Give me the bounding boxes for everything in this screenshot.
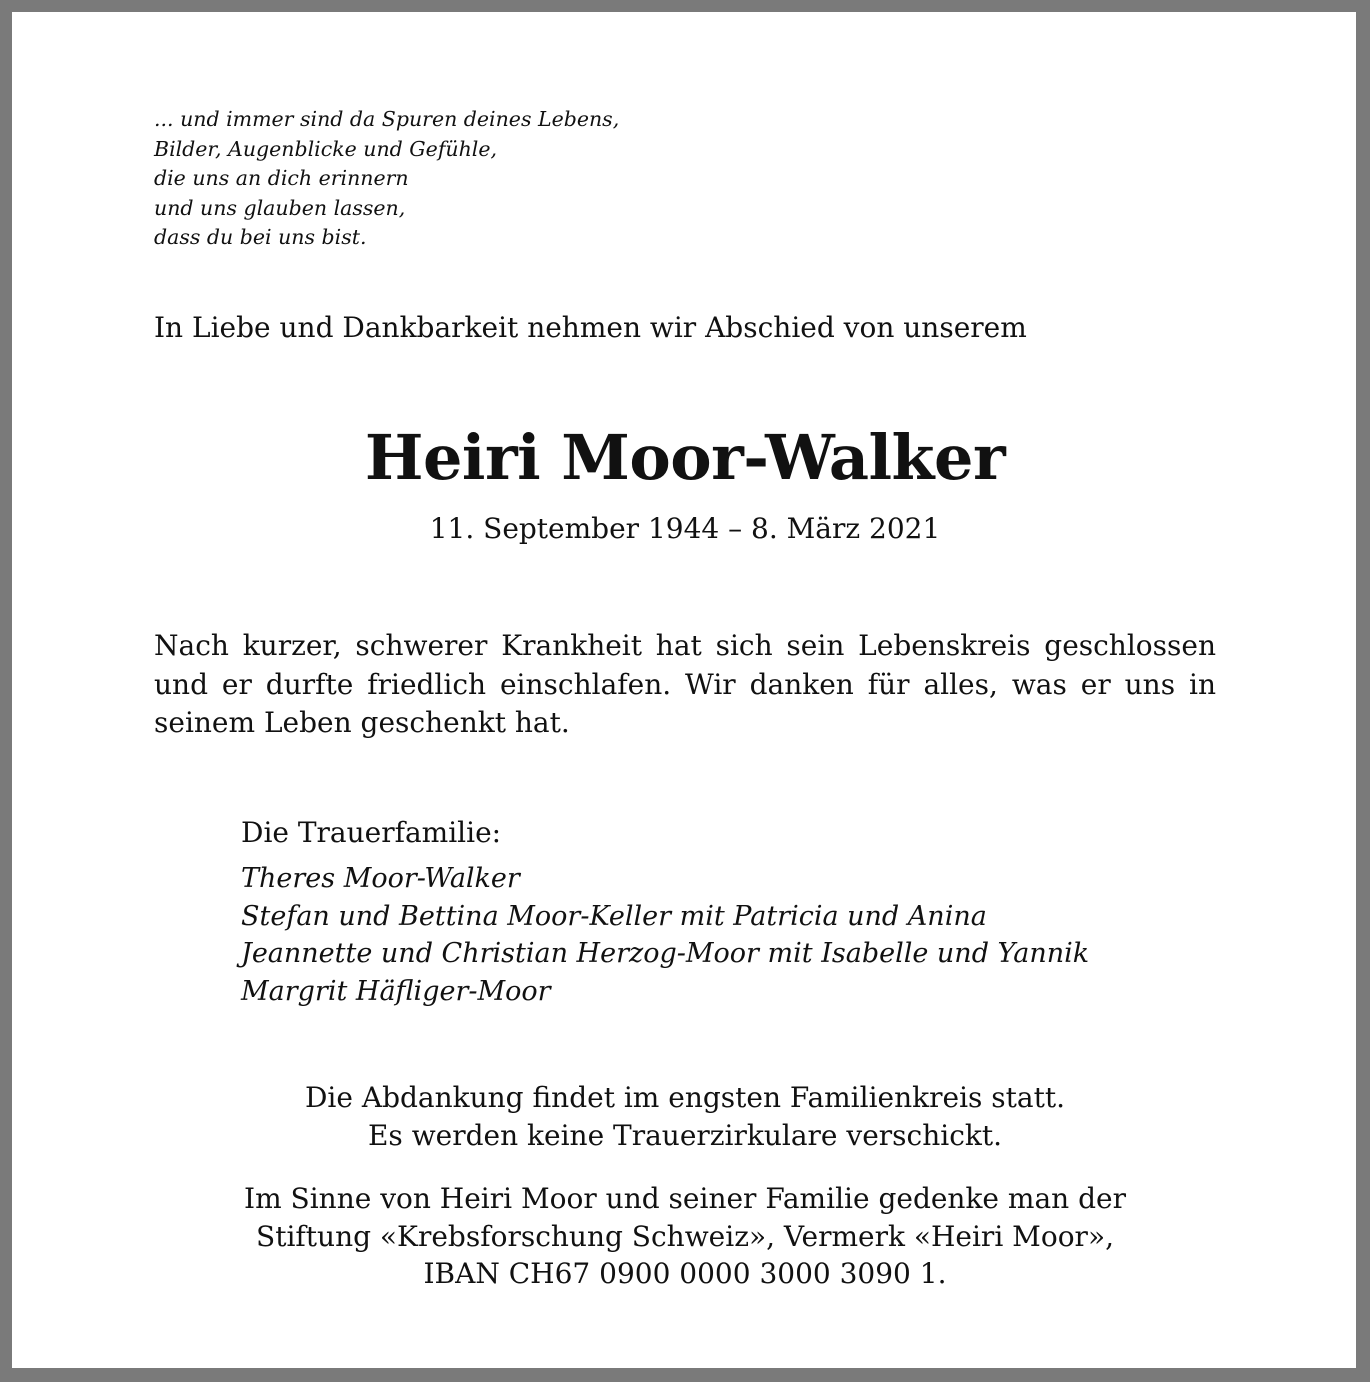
- donation-line: Stiftung «Krebsforschung Schweiz», Vermerk «Heiri Moor»,: [256, 1219, 1114, 1253]
- family-member: Stefan und Bettina Moor-Keller mit Patricia und Anina: [241, 900, 987, 932]
- poem-line: dass du bei uns bist.: [154, 225, 367, 249]
- poem-line: und uns glauben lassen,: [154, 195, 406, 220]
- obituary-page: [12, 12, 1356, 1368]
- poem: [154, 105, 619, 253]
- poem-line: Bilder, Augenblicke und Gefühle,: [154, 136, 498, 161]
- intro-text: In Liebe und Dankbarkeit nehmen wir Abschied von unserem: [154, 311, 1027, 344]
- poem-line: ... und immer sind da Spuren deines Lebens,: [154, 107, 620, 131]
- donation-line: IBAN CH67 0900 0000 3000 3090 1.: [423, 1257, 947, 1290]
- life-dates: 11. September 1944 – 8. März 2021: [429, 512, 941, 545]
- body-text: Nach kurzer, schwerer Krankheit hat sich sein Lebenskreis geschlossen und er durfte friedlich einschlafen. Wir danken für alles, was er uns in seinem Leben geschenkt hat.: [154, 629, 1216, 739]
- donation-notice: [12, 1180, 1358, 1293]
- family-heading: Die Trauerfamilie:: [241, 816, 502, 849]
- family-list: [241, 860, 1089, 1010]
- funeral-notice: [12, 1079, 1358, 1154]
- donation-line: Im Sinne von Heiri Moor und seiner Familie gedenke man der: [244, 1182, 1126, 1215]
- family-member: Theres Moor-Walker: [241, 863, 520, 894]
- notice-line: Die Abdankung findet im engsten Familienkreis statt.: [304, 1081, 1066, 1114]
- family-member: Margrit Häfliger-Moor: [241, 975, 551, 1007]
- family-member: Jeannette und Christian Herzog-Moor mit Isabelle und Yannik: [241, 938, 1090, 969]
- notice-line: Es werden keine Trauerzirkulare verschickt.: [367, 1118, 1002, 1152]
- deceased-name: Heiri Moor-Walker: [364, 421, 1006, 494]
- poem-line: die uns an dich erinnern: [154, 166, 409, 190]
